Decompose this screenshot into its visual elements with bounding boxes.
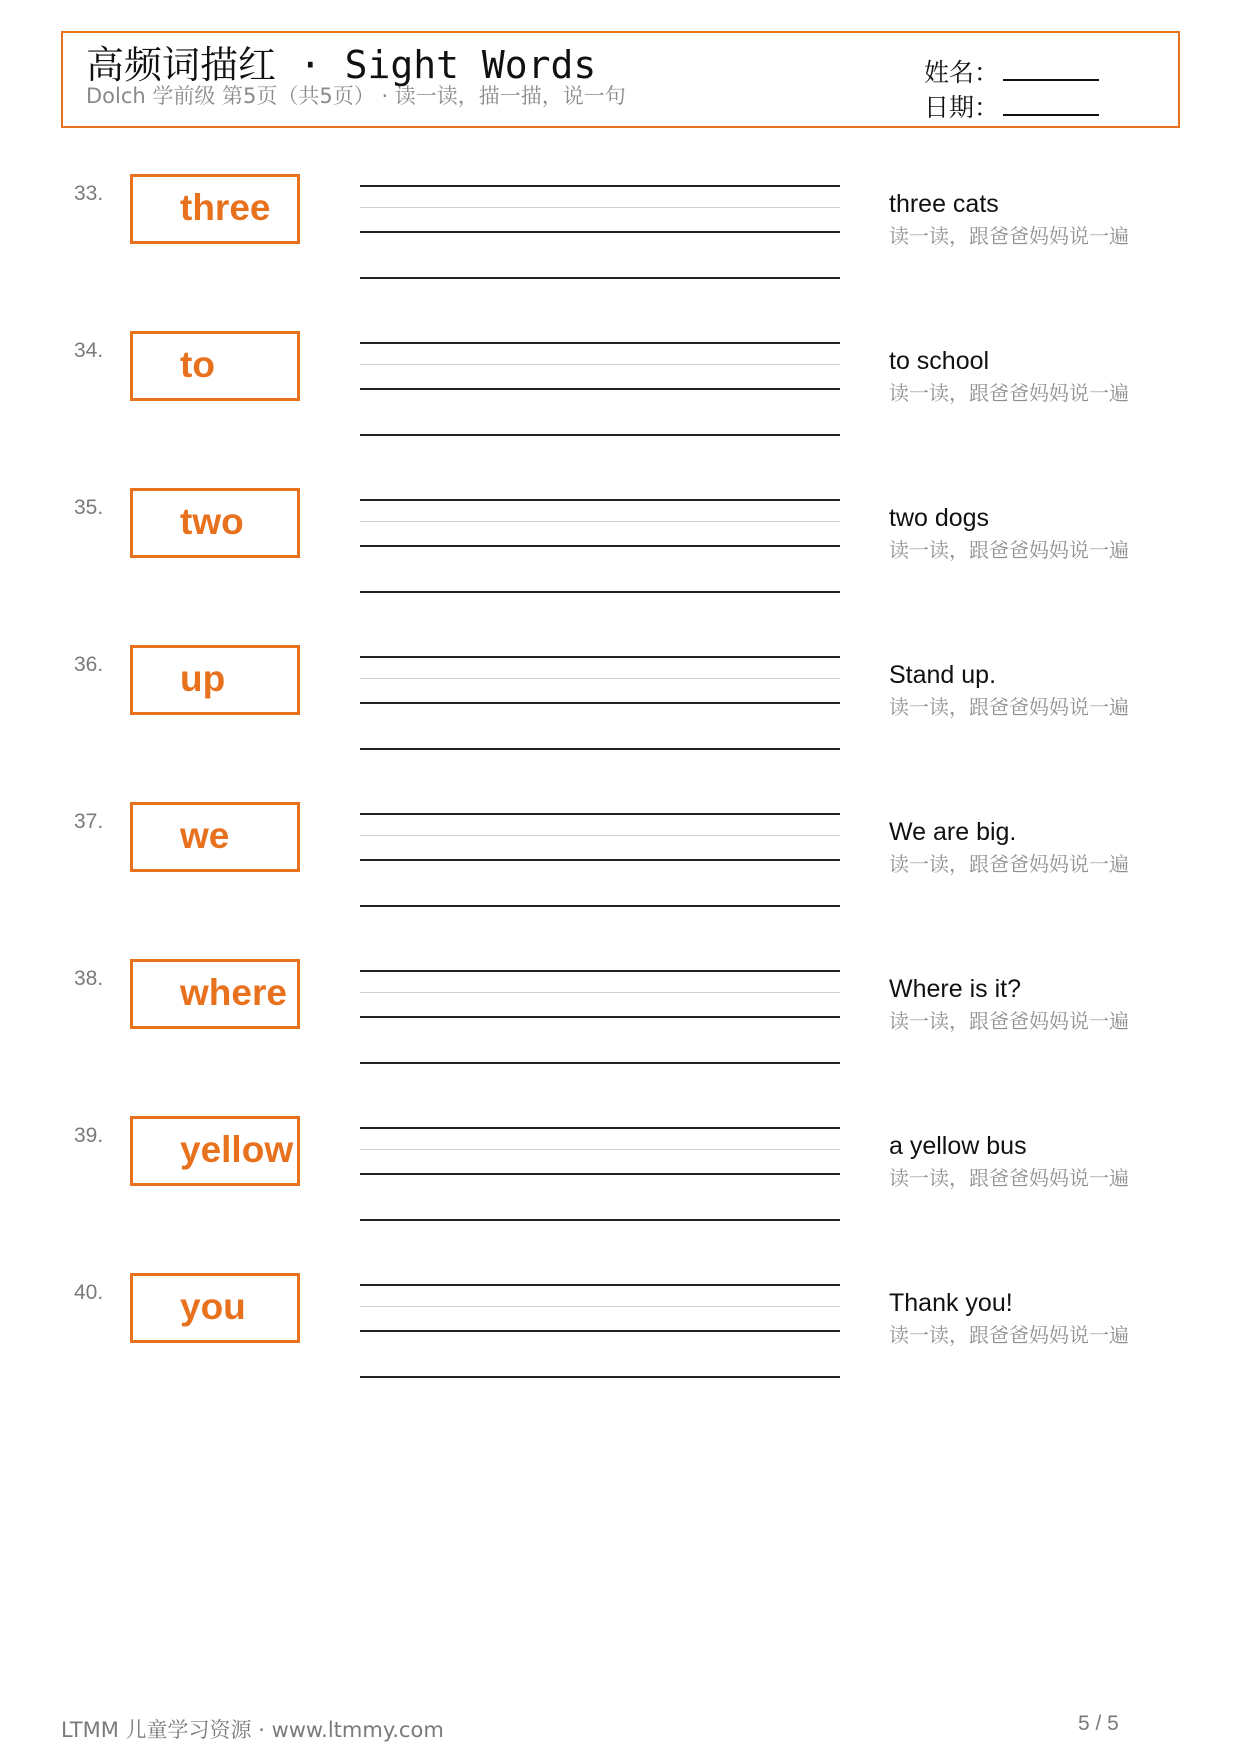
top-guide-line (360, 342, 840, 344)
reading-prompt: 读一读，跟爸爸妈妈说一遍 (889, 852, 1129, 876)
tracing-lines (360, 1116, 840, 1226)
sight-word-box (130, 1273, 300, 1343)
mid-guide-line (360, 835, 840, 836)
example-sentence: three cats (889, 190, 999, 218)
sight-word: two (180, 501, 244, 542)
bottom-guide-line (360, 1219, 840, 1221)
exercise-number: 38. (74, 967, 104, 990)
top-guide-line (360, 499, 840, 501)
sight-word: yellow (180, 1129, 294, 1170)
top-guide-line (360, 656, 840, 658)
base-guide-line (360, 1016, 840, 1018)
tracing-lines (360, 488, 840, 598)
mid-guide-line (360, 1306, 840, 1307)
exercise-row (0, 802, 1240, 942)
reading-prompt: 读一读，跟爸爸妈妈说一遍 (889, 538, 1129, 562)
tracing-lines (360, 331, 840, 441)
bottom-guide-line (360, 591, 840, 593)
exercise-row (0, 488, 1240, 628)
reading-prompt: 读一读，跟爸爸妈妈说一遍 (889, 224, 1129, 248)
tracing-lines (360, 1273, 840, 1383)
example-sentence: Where is it? (889, 975, 1021, 1003)
exercise-number: 33. (74, 182, 104, 205)
mid-guide-line (360, 1149, 840, 1150)
sight-word-box (130, 645, 300, 715)
exercise-number: 39. (74, 1124, 104, 1147)
name-field (924, 57, 1099, 88)
tracing-lines (360, 802, 840, 912)
bottom-guide-line (360, 277, 840, 279)
worksheet-title: 高频词描红 · Sight Words (86, 43, 597, 87)
bottom-guide-line (360, 905, 840, 907)
name-blank-line (1003, 57, 1099, 81)
sight-word: where (180, 972, 287, 1013)
mid-guide-line (360, 992, 840, 993)
base-guide-line (360, 1173, 840, 1175)
mid-guide-line (360, 678, 840, 679)
top-guide-line (360, 813, 840, 815)
mid-guide-line (360, 521, 840, 522)
bottom-guide-line (360, 1376, 840, 1378)
base-guide-line (360, 859, 840, 861)
exercise-number: 36. (74, 653, 104, 676)
sight-word: we (180, 815, 230, 856)
date-blank-line (1003, 92, 1099, 116)
exercise-number: 40. (74, 1281, 104, 1304)
base-guide-line (360, 702, 840, 704)
top-guide-line (360, 1127, 840, 1129)
example-sentence: two dogs (889, 504, 990, 532)
exercise-number: 35. (74, 496, 104, 519)
bottom-guide-line (360, 1062, 840, 1064)
example-sentence: Thank you! (889, 1289, 1013, 1317)
sight-word-box (130, 488, 300, 558)
sight-word-box (130, 802, 300, 872)
example-sentence: to school (889, 347, 990, 375)
example-sentence: a yellow bus (889, 1132, 1027, 1160)
sight-word-box (130, 1116, 300, 1186)
footer-source: LTMM 儿童学习资源 · www.ltmmy.com (61, 1718, 444, 1742)
sight-word: up (180, 658, 226, 699)
base-guide-line (360, 231, 840, 233)
top-guide-line (360, 1284, 840, 1286)
base-guide-line (360, 388, 840, 390)
bottom-guide-line (360, 434, 840, 436)
sight-word: to (180, 344, 215, 385)
exercise-row (0, 959, 1240, 1099)
exercise-row (0, 1273, 1240, 1413)
tracing-lines (360, 959, 840, 1069)
reading-prompt: 读一读，跟爸爸妈妈说一遍 (889, 1323, 1129, 1347)
sight-word-box (130, 959, 300, 1029)
name-label: 姓名： (924, 58, 1000, 87)
exercise-row (0, 645, 1240, 785)
base-guide-line (360, 1330, 840, 1332)
sight-word-box (130, 331, 300, 401)
exercise-row (0, 1116, 1240, 1256)
worksheet-subtitle: Dolch 学前级 第5页（共5页） · 读一读，描一描，说一句 (86, 84, 626, 108)
reading-prompt: 读一读，跟爸爸妈妈说一遍 (889, 695, 1129, 719)
exercise-row (0, 331, 1240, 471)
base-guide-line (360, 545, 840, 547)
reading-prompt: 读一读，跟爸爸妈妈说一遍 (889, 381, 1129, 405)
tracing-lines (360, 174, 840, 284)
example-sentence: Stand up. (889, 661, 997, 689)
tracing-lines (360, 645, 840, 755)
reading-prompt: 读一读，跟爸爸妈妈说一遍 (889, 1166, 1129, 1190)
date-field (924, 92, 1099, 123)
page-number: 5 / 5 (1078, 1712, 1119, 1735)
sight-word: you (180, 1286, 246, 1327)
example-sentence: We are big. (889, 818, 1017, 846)
reading-prompt: 读一读，跟爸爸妈妈说一遍 (889, 1009, 1129, 1033)
sight-word-box (130, 174, 300, 244)
mid-guide-line (360, 364, 840, 365)
exercise-number: 37. (74, 810, 104, 833)
sight-word: three (180, 187, 271, 228)
top-guide-line (360, 970, 840, 972)
date-label: 日期： (924, 93, 1000, 122)
mid-guide-line (360, 207, 840, 208)
worksheet-header (61, 31, 1180, 128)
top-guide-line (360, 185, 840, 187)
exercise-row (0, 174, 1240, 314)
bottom-guide-line (360, 748, 840, 750)
exercise-number: 34. (74, 339, 104, 362)
